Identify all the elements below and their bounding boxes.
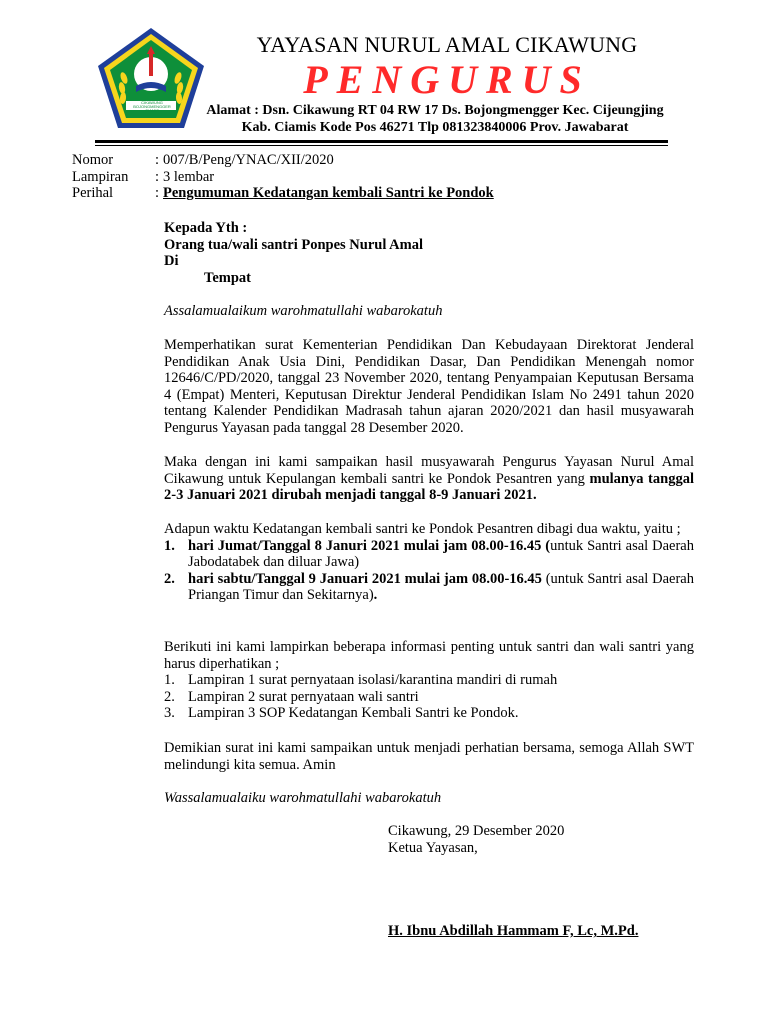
meta-colon: : xyxy=(155,168,160,185)
organization-name: YAYASAN NURUL AMAL CIKAWUNG xyxy=(256,32,638,57)
meta-label: Perihal xyxy=(72,185,114,201)
attachment-list xyxy=(164,672,694,722)
letter-meta xyxy=(72,152,494,202)
list-bold: hari sabtu/Tanggal 9 Januari 2021 mulai jam 08.00-16.45 xyxy=(188,570,542,587)
meta-subject: Pengumuman Kedatangan kembali Santri ke Pondok xyxy=(163,185,494,201)
list-item xyxy=(164,689,694,706)
paragraph-1: Memperhatikan surat Kementerian Pendidikan Dan Kebudayaan Direktorat Jenderal Pendidikan Anak Usia Dini, Pendidikan Dasar, Dan Pendidikan Menengah nomor 12646/C/PD/2020, tanggal 23 November 2020, tentang Penyampaian Keputusan Bersama 4 (Empat) Menteri, Keputusan Direktur Jenderal Pendidikan Islam No 2491 tahun 2020 tentang Kalender Pendidikan Madrasah tahun ajaran 2020/2021 dan hasil musyawarah Pengurus Yayasan pada tanggal 28 Desember 2020. xyxy=(164,337,694,436)
meta-row-attachment xyxy=(72,169,494,186)
list-number: 3. xyxy=(164,705,175,721)
place-date: Cikawung, 29 Desember 2020 xyxy=(388,823,565,839)
meta-row-number xyxy=(72,152,494,169)
address-line-1: Alamat : Dsn. Cikawung RT 04 RW 17 Ds. Bojongmengger Kec. Cijeungjing xyxy=(206,103,664,118)
list-text: Lampiran 3 SOP Kedatangan Kembali Santri ke Pondok. xyxy=(188,705,519,721)
signature-block xyxy=(388,823,564,857)
list-item xyxy=(164,705,694,722)
meta-colon: : xyxy=(155,185,160,201)
list-bold: hari Jumat/Tanggal 8 Januri 2021 mulai jam 08.00-16.45 ( xyxy=(188,537,551,554)
meta-label: Lampiran xyxy=(72,168,129,185)
list-text: Lampiran 1 surat pernyataan isolasi/karantina mandiri di rumah xyxy=(188,672,558,688)
logo-text: CIKAWUNG BOJONGMENGGER CIAMIS xyxy=(133,100,171,113)
addressee-line: Tempat xyxy=(204,269,251,286)
addressee-line: Kepada Yth : xyxy=(164,220,248,236)
list-number: 2. xyxy=(164,570,175,587)
list-number: 2. xyxy=(164,688,175,705)
list-text: (untuk Santri asal Daerah Priangan Timur dan Sekitarnya) xyxy=(188,570,694,603)
addressee-block xyxy=(164,220,694,286)
paragraph-4-intro: Berikuti ini kami lampirkan beberapa informasi penting untuk santri dan wali santri yang harus diperhatikan ; xyxy=(164,639,694,672)
department-title: PENGURUS xyxy=(303,57,591,102)
paragraph-2 xyxy=(164,454,694,504)
closing-salutation: Wassalamualaiku warohmatullahi wabarokatuh xyxy=(164,790,442,806)
header-rule-thick xyxy=(95,140,668,143)
header-rule-thin xyxy=(95,145,668,146)
meta-value: 007/B/Peng/YNAC/XII/2020 xyxy=(163,152,334,168)
greeting: Assalamualaikum warohmatullahi wabarokatuh xyxy=(164,303,443,319)
signer-name: H. Ibnu Abdillah Hammam F, Lc, M.Pd. xyxy=(388,923,639,939)
signer-position: Ketua Yayasan, xyxy=(388,840,478,856)
list-tail: . xyxy=(373,587,378,603)
list-item xyxy=(164,672,694,689)
paragraph-5: Demikian surat ini kami sampaikan untuk menjadi perhatian bersama, semoga Allah SWT melindungi kita semua. Amin xyxy=(164,740,694,773)
paragraph-4 xyxy=(164,639,694,722)
meta-label: Nomor xyxy=(72,152,114,168)
schedule-list xyxy=(164,538,694,604)
address-line-2: Kab. Ciamis Kode Pos 46271 Tlp 081323840006 Prov. Jawabarat xyxy=(241,120,629,135)
list-item xyxy=(164,571,694,604)
addressee-line: Di xyxy=(164,253,179,269)
list-text: untuk Santri asal Daerah Jabodatabek dan diluar Jawa) xyxy=(188,537,694,570)
paragraph-2-text: Maka dengan ini kami sampaikan hasil musyawarah Pengurus Yayasan Nurul Amal Cikawung untuk Kepulangan kembali santri ke Pondok Pesantren yang xyxy=(164,454,694,487)
list-item xyxy=(164,538,694,571)
list-number: 1. xyxy=(164,672,175,688)
meta-colon: : xyxy=(155,152,160,168)
list-text: Lampiran 2 surat pernyataan wali santri xyxy=(188,688,419,705)
paragraph-3 xyxy=(164,521,694,604)
addressee-line: Orang tua/wali santri Ponpes Nurul Amal xyxy=(164,236,424,253)
paragraph-3-intro: Adapun waktu Kedatangan kembali santri ke Pondok Pesantren dibagi dua waktu, yaitu ; xyxy=(164,521,681,537)
paragraph-2-bold: mulanya tanggal 2-3 Januari 2021 dirubah menjadi tanggal 8-9 Januari 2021. xyxy=(164,470,694,503)
list-number: 1. xyxy=(164,537,175,554)
meta-value: 3 lembar xyxy=(163,168,215,185)
meta-row-subject xyxy=(72,185,494,202)
